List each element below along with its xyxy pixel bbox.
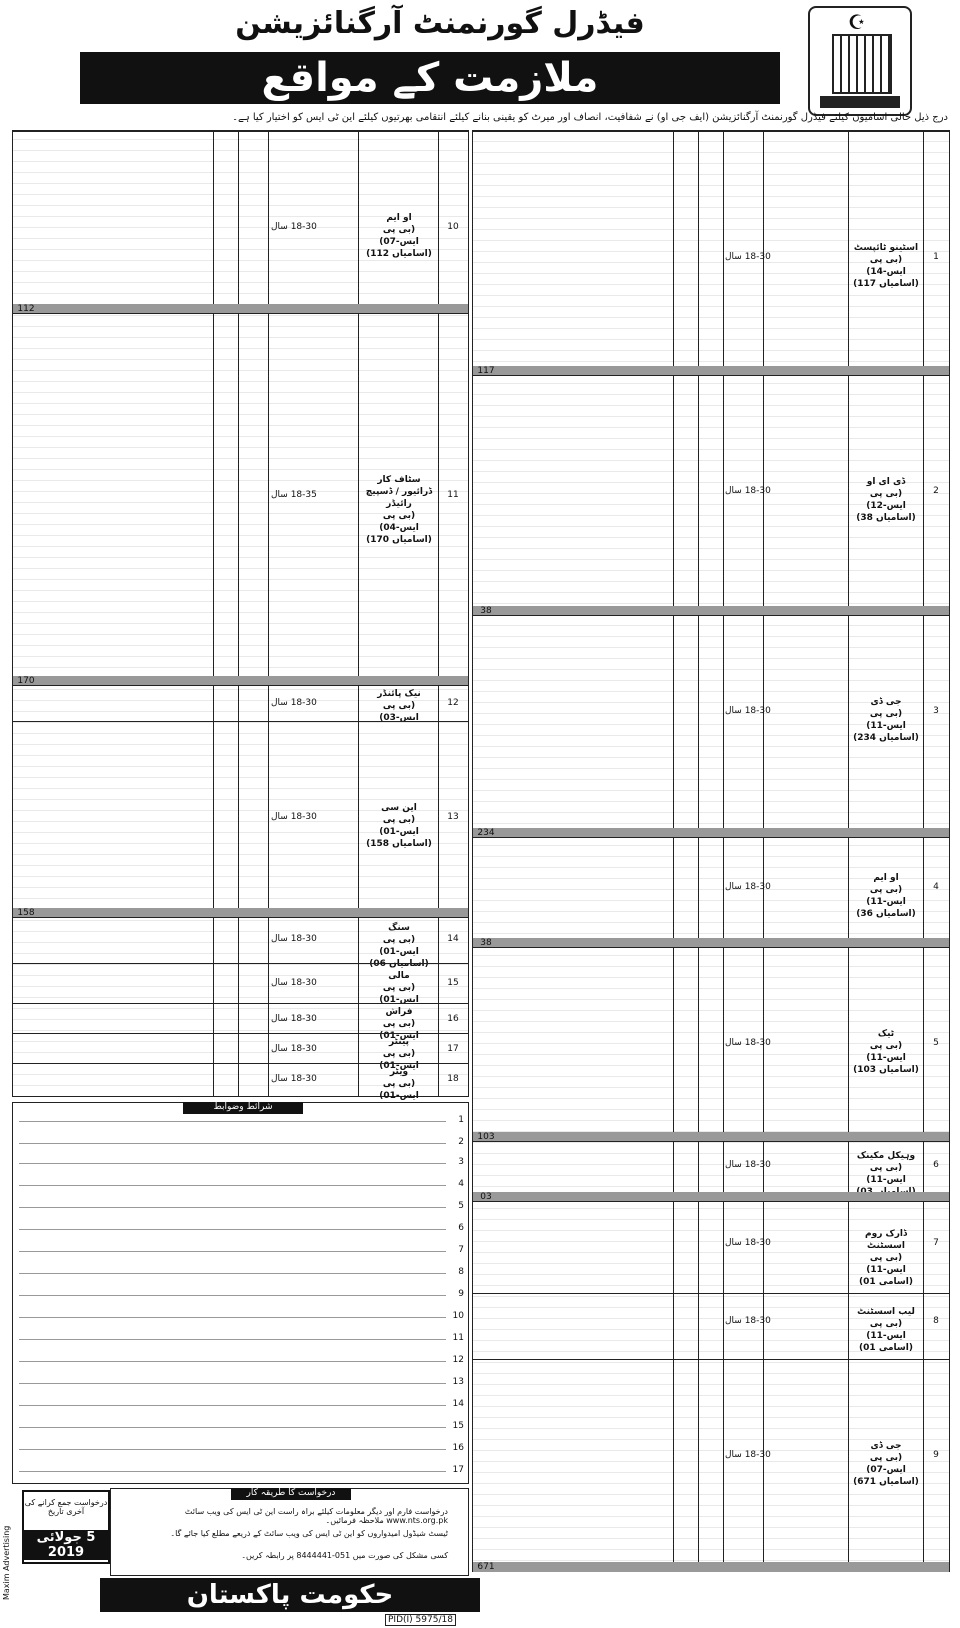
post-11-age: 18-35 سال xyxy=(271,490,317,500)
terms-line xyxy=(19,1339,446,1340)
method-line-3: کسی مشکل کی صورت میں 051-8444441 پر رابطہ کریں۔ xyxy=(241,1551,448,1560)
post-2-total: 38 xyxy=(480,606,492,616)
post-4-total: 38 xyxy=(480,938,492,948)
post-3-no: 3 xyxy=(933,706,939,716)
terms-num: 16 xyxy=(452,1443,464,1453)
pid-number: PID(I) 5975/18 xyxy=(385,1614,456,1626)
terms-box xyxy=(12,1102,469,1484)
post-7-no: 7 xyxy=(933,1238,939,1248)
post-row-18 xyxy=(13,1063,468,1101)
post-row-17 xyxy=(13,1033,468,1071)
posts-table-right xyxy=(472,130,950,1572)
terms-num: 3 xyxy=(458,1157,464,1167)
terms-line xyxy=(19,1449,446,1450)
terms-line xyxy=(19,1229,446,1230)
post-13-title: این سی (بی پی ایس-01) (اسامیاں 158) xyxy=(366,803,432,849)
post-6-no: 6 xyxy=(933,1160,939,1170)
jobs-banner: ملازمت کے مواقع xyxy=(80,52,780,104)
terms-title: شرائط وضوابط xyxy=(183,1102,303,1114)
post-3-total: 234 xyxy=(477,828,495,838)
terms-line xyxy=(19,1471,446,1472)
terms-num: 1 xyxy=(458,1115,464,1125)
post-8-title: لیب اسسٹنٹ (بی پی ایس-11) (اسامی 01) xyxy=(857,1307,915,1353)
post-16-no: 16 xyxy=(447,1014,459,1024)
method-line-2: ٹیسٹ شیڈول امیدواروں کو این ٹی ایس کی ویب سائٹ کے ذریعے مطلع کیا جائے گا۔ xyxy=(170,1529,448,1538)
agency-credit: Maxim Advertising xyxy=(2,1525,11,1600)
post-row-5 xyxy=(473,947,949,1142)
post-4-title: او ایم (بی پی ایس-11) (اسامیاں 36) xyxy=(856,873,916,919)
deadline-date: 5 جولائی 2019 xyxy=(24,1530,108,1560)
post-13-age: 18-30 سال xyxy=(271,812,317,822)
post-3-title: جی ڈی (بی پی ایس-11) (اسامیاں 234) xyxy=(853,697,919,743)
terms-num: 15 xyxy=(452,1421,464,1431)
post-row-11 xyxy=(13,313,468,686)
post-16-title: فراش (بی پی ایس-01) xyxy=(379,1007,419,1041)
application-method-box xyxy=(110,1488,469,1576)
post-8-age: 18-30 سال xyxy=(725,1316,771,1326)
post-12-title: نیک پائنڈر (بی پی ایس-03) xyxy=(377,689,421,723)
terms-num: 9 xyxy=(458,1289,464,1299)
post-9-no: 9 xyxy=(933,1450,939,1460)
terms-num: 5 xyxy=(458,1201,464,1211)
post-row-15 xyxy=(13,963,468,1004)
post-row-14 xyxy=(13,917,468,969)
post-14-title: سنگ (بی پی ایس-01) (اسامیاں 06) xyxy=(369,923,429,969)
post-1-age: 18-30 سال xyxy=(725,252,771,262)
post-13-no: 13 xyxy=(447,812,459,822)
state-emblem xyxy=(808,6,912,116)
terms-num: 11 xyxy=(452,1333,464,1343)
terms-line xyxy=(19,1383,446,1384)
terms-line xyxy=(19,1185,446,1186)
post-row-12 xyxy=(13,685,468,722)
post-5-no: 5 xyxy=(933,1038,939,1048)
crescent-star-icon: ☪ xyxy=(848,10,866,34)
post-17-title: پینٹر (بی پی ایس-01) xyxy=(379,1037,419,1071)
post-1-total: 117 xyxy=(477,366,495,376)
post-14-no: 14 xyxy=(447,934,459,944)
terms-line xyxy=(19,1121,446,1122)
posts-table-left xyxy=(12,130,469,1101)
post-5-total: 103 xyxy=(477,1132,495,1142)
post-17-no: 17 xyxy=(447,1044,459,1054)
motto-scroll-icon xyxy=(820,96,900,108)
post-row-9 xyxy=(473,1359,949,1572)
post-7-title: ڈارک روم اسسٹنٹ (بی پی ایس-11) (اسامی 01) xyxy=(859,1229,913,1287)
terms-line xyxy=(19,1163,446,1164)
header xyxy=(0,0,960,120)
post-8-no: 8 xyxy=(933,1316,939,1326)
government-footer: حکومت پاکستان xyxy=(100,1578,480,1612)
terms-num: 2 xyxy=(458,1137,464,1147)
post-row-8 xyxy=(473,1293,949,1360)
post-row-4 xyxy=(473,837,949,948)
post-6-total: 03 xyxy=(480,1192,492,1202)
post-row-1 xyxy=(473,131,949,376)
post-5-title: ٹیک (بی پی ایس-11) (اسامیاں 103) xyxy=(853,1029,919,1075)
terms-num: 10 xyxy=(452,1311,464,1321)
post-5-age: 18-30 سال xyxy=(725,1038,771,1048)
organization-name: فیڈرل گورنمنٹ آرگنائزیشن xyxy=(235,6,645,41)
post-13-total: 158 xyxy=(17,908,35,918)
deadline-caption: درخواست جمع کرانے کی آخری تاریخ xyxy=(24,1498,108,1516)
terms-num: 8 xyxy=(458,1267,464,1277)
post-18-title: ویٹر (بی پی ایس-01) xyxy=(379,1067,419,1101)
post-10-age: 18-30 سال xyxy=(271,222,317,232)
terms-num: 6 xyxy=(458,1223,464,1233)
post-4-age: 18-30 سال xyxy=(725,882,771,892)
post-10-no: 10 xyxy=(447,222,459,232)
post-9-title: جی ڈی (بی پی ایس-07) (اسامیاں 671) xyxy=(853,1441,919,1487)
terms-line xyxy=(19,1405,446,1406)
post-10-total: 112 xyxy=(17,304,35,314)
post-9-total: 671 xyxy=(477,1562,495,1572)
terms-num: 17 xyxy=(452,1465,464,1475)
post-3-age: 18-30 سال xyxy=(725,706,771,716)
terms-num: 12 xyxy=(452,1355,464,1365)
post-row-2 xyxy=(473,375,949,616)
deadline-badge xyxy=(22,1490,110,1564)
post-4-no: 4 xyxy=(933,882,939,892)
terms-num: 14 xyxy=(452,1399,464,1409)
terms-line xyxy=(19,1143,446,1144)
post-9-total-row xyxy=(473,1562,949,1572)
terms-line xyxy=(19,1273,446,1274)
method-title: درخواست کا طریقہ کار xyxy=(231,1488,351,1500)
post-2-age: 18-30 سال xyxy=(725,486,771,496)
terms-line xyxy=(19,1251,446,1252)
terms-line xyxy=(19,1427,446,1428)
post-row-3 xyxy=(473,615,949,838)
post-18-no: 18 xyxy=(447,1074,459,1084)
terms-num: 7 xyxy=(458,1245,464,1255)
post-15-no: 15 xyxy=(447,978,459,988)
post-6-age: 18-30 سال xyxy=(725,1160,771,1170)
post-1-title: اسٹینو ٹائپسٹ (بی پی ایس-14) (اسامیاں 117) xyxy=(853,243,919,289)
post-row-16 xyxy=(13,1003,468,1041)
post-1-no: 1 xyxy=(933,252,939,262)
post-10-title: او ایم (بی پی ایس-07) (اسامیاں 112) xyxy=(366,213,432,259)
post-12-no: 12 xyxy=(447,698,459,708)
post-11-total: 170 xyxy=(17,676,35,686)
terms-line xyxy=(19,1361,446,1362)
terms-num: 4 xyxy=(458,1179,464,1189)
terms-line xyxy=(19,1207,446,1208)
post-6-title: وہیکل مکینک (بی پی ایس-11) xyxy=(856,1151,916,1185)
post-9-age: 18-30 سال xyxy=(725,1450,771,1460)
post-15-age: 18-30 سال xyxy=(271,978,317,988)
post-17-age: 18-30 سال xyxy=(271,1044,317,1054)
post-2-no: 2 xyxy=(933,486,939,496)
post-11-title: سٹاف کار ڈرائیور / ڈسپیچ رائیڈر (بی پی ایس-04) (اسامیاں 170) xyxy=(365,475,433,545)
terms-line xyxy=(19,1295,446,1296)
terms-line xyxy=(19,1317,446,1318)
post-7-age: 18-30 سال xyxy=(725,1238,771,1248)
post-15-title: مالی (بی پی ایس-01) xyxy=(379,971,419,1005)
post-18-age: 18-30 سال xyxy=(271,1074,317,1084)
intro-text: درج ذیل خالی اسامیوں کیلئے فیڈرل گورنمنٹ آرگنائزیشن (ایف جی او) نے شفافیت، انصاف اور میرٹ کو یقینی بنانے کیلئے انتقامی بھرتیوں کیلئے این ٹی ایس کو اختیار کیا ہے۔ xyxy=(232,112,948,123)
post-12-age: 18-30 سال xyxy=(271,698,317,708)
post-14-age: 18-30 سال xyxy=(271,934,317,944)
post-row-10 xyxy=(13,131,468,314)
post-row-13 xyxy=(13,721,468,918)
terms-num: 13 xyxy=(452,1377,464,1387)
post-row-6 xyxy=(473,1141,949,1202)
post-2-title: ڈی ای او (بی پی ایس-12) (اسامیاں 38) xyxy=(856,477,916,523)
shield-icon xyxy=(832,34,892,94)
post-11-no: 11 xyxy=(447,490,459,500)
post-row-7 xyxy=(473,1201,949,1294)
post-16-age: 18-30 سال xyxy=(271,1014,317,1024)
method-line-1: درخواست فارم اور دیگر معلومات کیلئے براہ راست این ٹی ایس کی ویب سائٹ www.nts.org.pk ملاحظہ فرمائیں۔ xyxy=(184,1507,448,1525)
